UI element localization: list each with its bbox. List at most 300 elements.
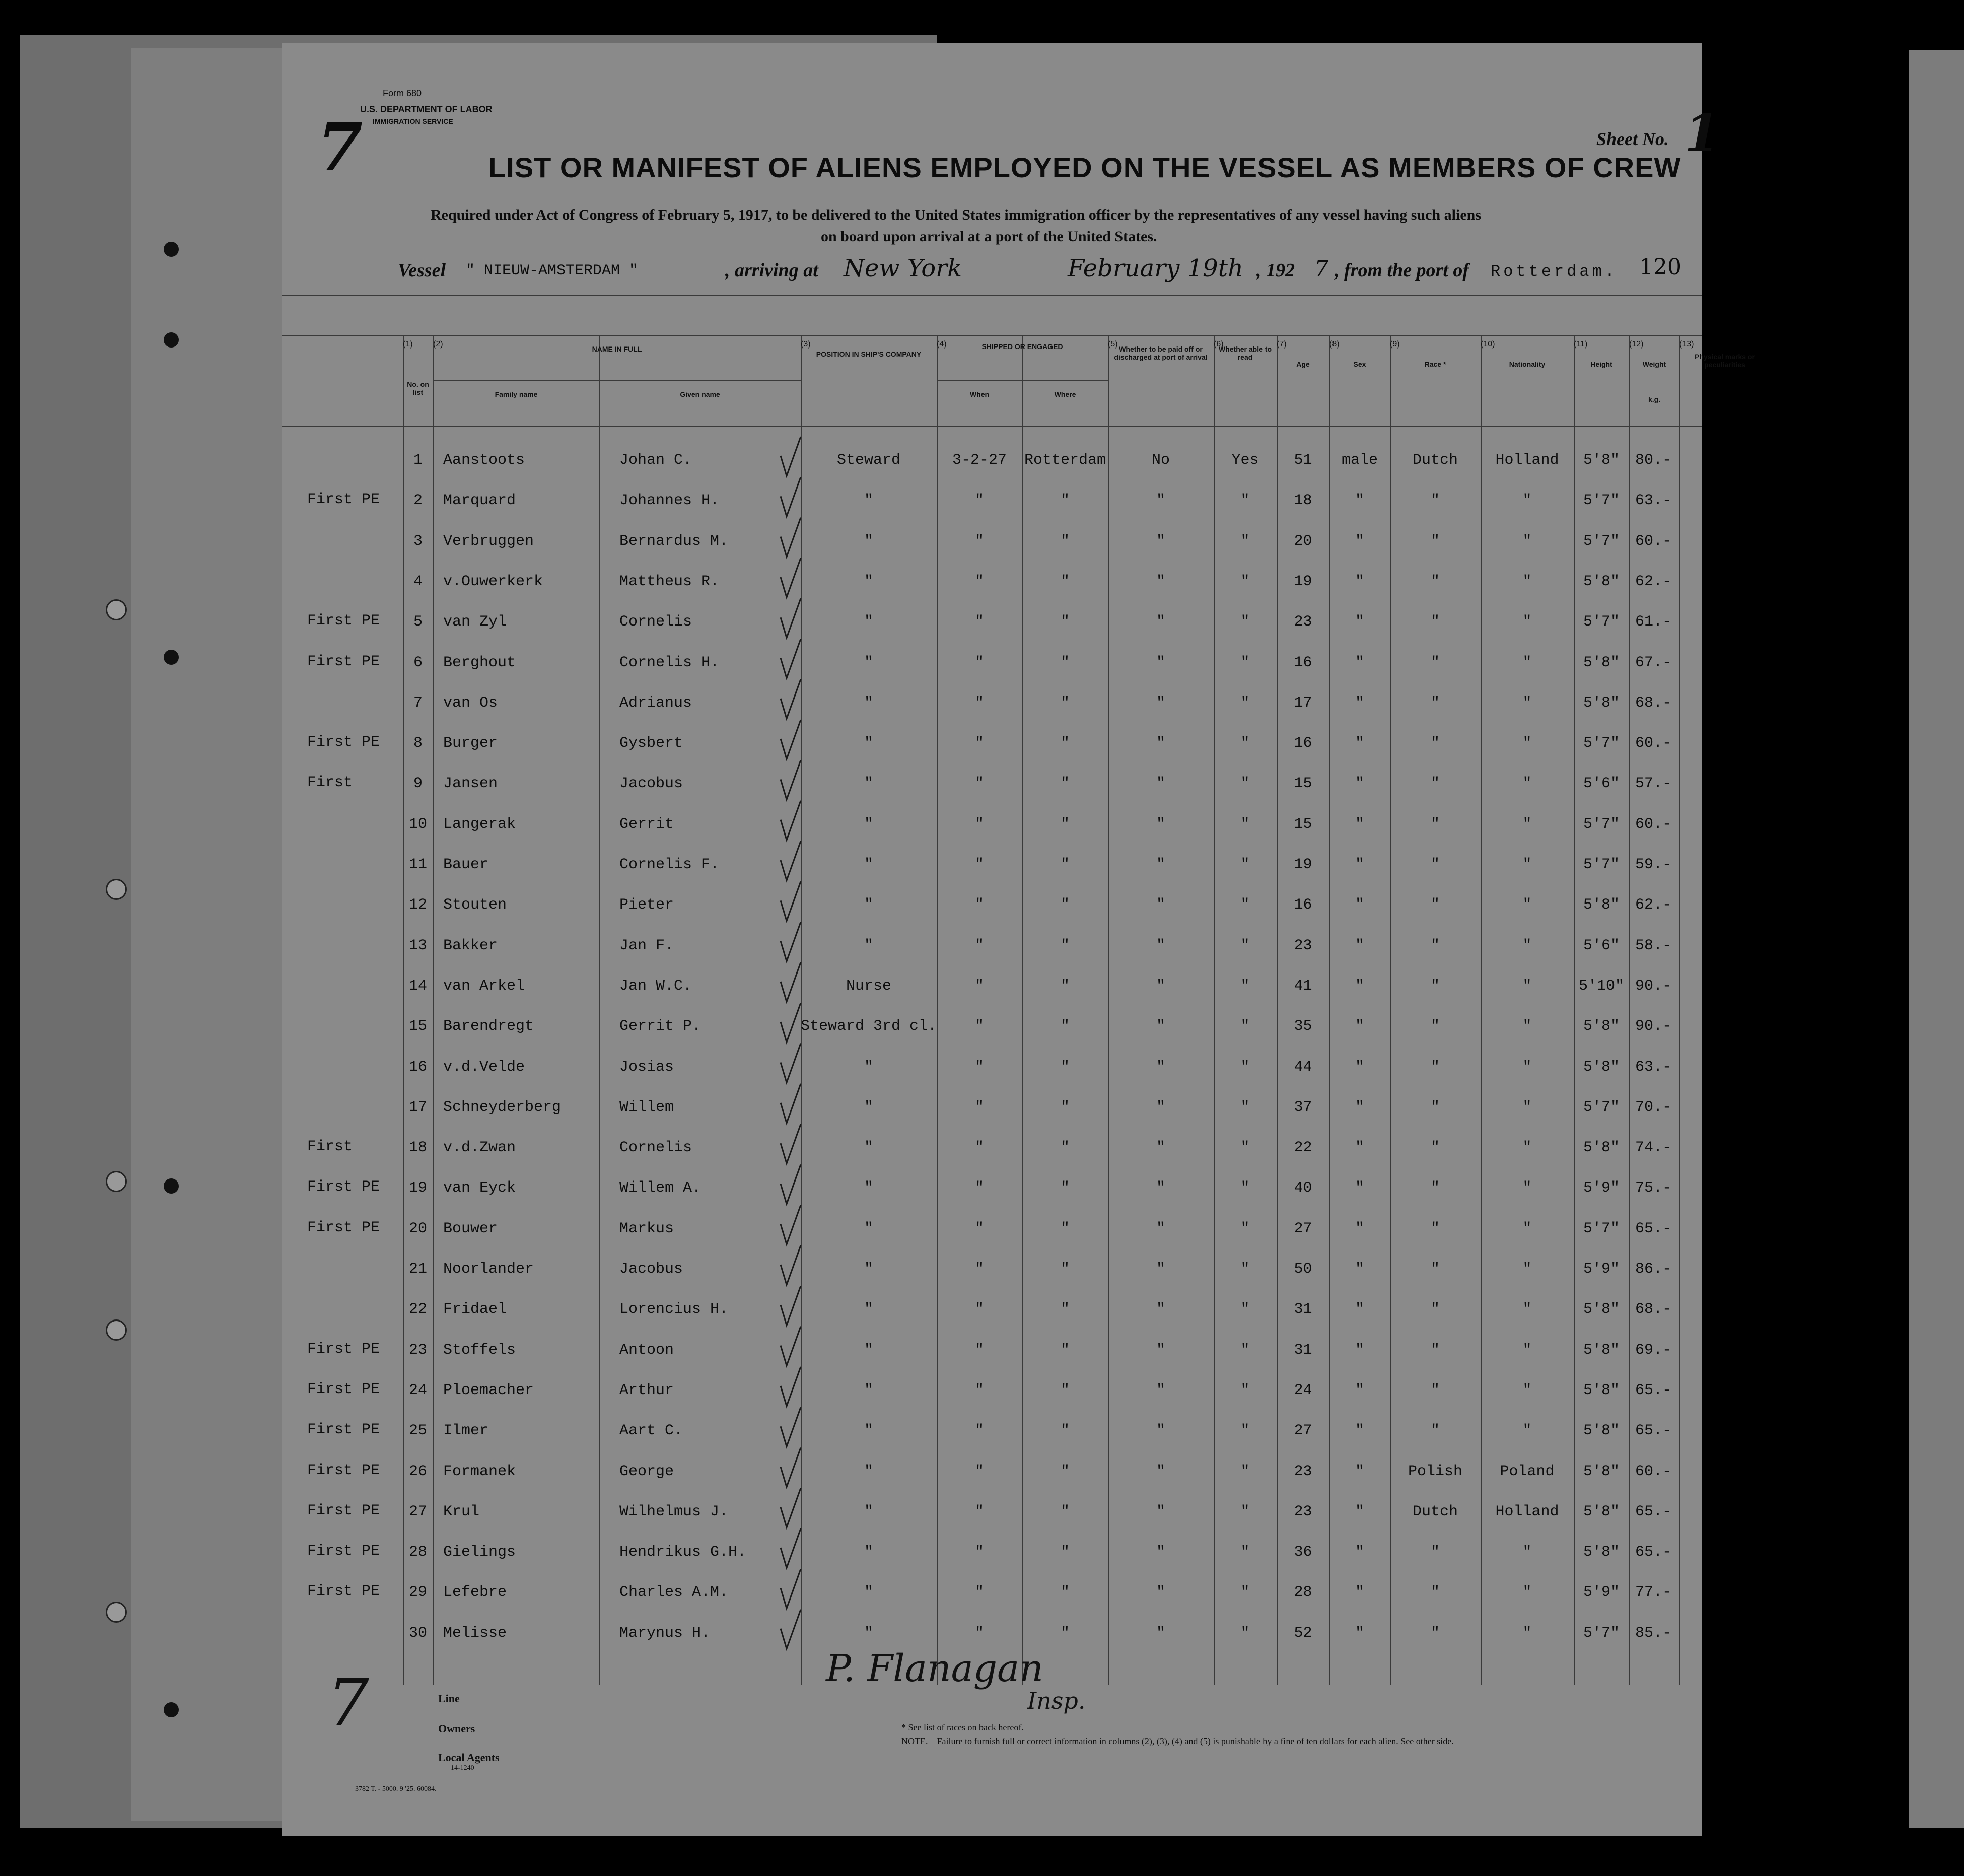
sheet-number: 1	[1685, 103, 1720, 163]
column-number: (11)	[1574, 340, 1588, 349]
cell-height: 5'6"	[1583, 937, 1620, 954]
header-age: Age	[1296, 360, 1310, 368]
cell-given: Cornelis F.	[619, 856, 720, 873]
cell-weight: 69.-	[1635, 1341, 1672, 1359]
inspector-signature: P. Flanagan	[826, 1647, 1043, 1690]
cell-paid: "	[1156, 694, 1165, 712]
cell-paid: "	[1156, 937, 1165, 954]
cell-position: "	[864, 694, 873, 712]
cell-no: 26	[408, 1463, 427, 1480]
cell-given: Mattheus R.	[619, 573, 720, 590]
cell-no: 20	[408, 1220, 427, 1237]
cell-no: 25	[408, 1422, 427, 1440]
cell-paid: "	[1156, 1503, 1165, 1520]
cell-department-annotation: First PE	[307, 1421, 380, 1439]
cell-position: "	[864, 1220, 873, 1237]
cell-where: "	[1060, 573, 1070, 590]
cell-sex: male	[1341, 452, 1378, 469]
cell-given: Lorencius H.	[619, 1301, 729, 1318]
cell-given: Marynus H.	[619, 1624, 711, 1642]
cell-sex: "	[1355, 856, 1364, 873]
cell-age: 19	[1294, 573, 1312, 590]
cell-given: Wilhelmus J.	[619, 1503, 729, 1520]
cell-sex: "	[1355, 1220, 1364, 1237]
cell-given: Aart C.	[619, 1422, 683, 1440]
cell-read: "	[1240, 815, 1250, 833]
cell-weight: 65.-	[1635, 1220, 1672, 1237]
cell-where: Rotterdam	[1024, 452, 1106, 469]
cell-sex: "	[1355, 532, 1364, 550]
cell-weight: 67.-	[1635, 654, 1672, 671]
cell-when: "	[974, 613, 984, 631]
cell-race: "	[1430, 937, 1440, 954]
cell-where: "	[1060, 1381, 1070, 1399]
cell-position: Nurse	[846, 977, 891, 995]
cell-nationality: "	[1522, 532, 1532, 550]
cell-height: 5'7"	[1583, 815, 1620, 833]
cell-read: "	[1240, 573, 1250, 590]
footer-print-code: 3782 T. - 5000. 9 '25. 60084.	[355, 1785, 437, 1793]
arrival-date: February 19th	[1068, 254, 1243, 283]
cell-no: 28	[408, 1544, 427, 1561]
cell-height: 5'7"	[1583, 613, 1620, 631]
cell-given: Josias	[619, 1058, 674, 1076]
cell-no: 19	[408, 1179, 427, 1197]
cell-given: Jacobus	[619, 775, 683, 793]
cell-race: "	[1430, 1018, 1440, 1035]
cell-where: "	[1060, 1341, 1070, 1359]
vessel-name: " NIEUW-AMSTERDAM "	[466, 262, 639, 280]
checkmark-icon	[781, 801, 801, 840]
binder-hole-icon	[164, 242, 179, 257]
cell-sex: "	[1355, 1098, 1364, 1116]
cell-nationality: "	[1522, 1341, 1532, 1359]
cell-race: "	[1430, 775, 1440, 793]
cell-weight: 86.-	[1635, 1261, 1672, 1278]
cell-position: "	[864, 1301, 873, 1318]
footer-agents-code: 14-1240	[451, 1764, 474, 1772]
checkmark-icon	[781, 1044, 801, 1083]
cell-paid: "	[1156, 1381, 1165, 1399]
checkmark-icon	[781, 518, 801, 557]
cell-read: "	[1240, 1098, 1250, 1116]
cell-race: "	[1430, 1422, 1440, 1440]
cell-position: "	[864, 815, 873, 833]
cell-paid: "	[1156, 1139, 1165, 1157]
cell-department-annotation: First PE	[307, 1340, 380, 1358]
cell-read: "	[1240, 1341, 1250, 1359]
cell-nationality: "	[1522, 977, 1532, 995]
cell-weight: 63.-	[1635, 1058, 1672, 1076]
cell-age: 50	[1294, 1261, 1312, 1278]
cell-position: "	[864, 1624, 873, 1642]
cell-read: "	[1240, 1058, 1250, 1076]
cell-no: 6	[413, 654, 423, 671]
cell-where: "	[1060, 1098, 1070, 1116]
cell-family: Fridael	[443, 1301, 507, 1318]
cell-paid: "	[1156, 896, 1165, 914]
cell-no: 21	[408, 1261, 427, 1278]
cell-family: Stouten	[443, 896, 507, 914]
cell-sex: "	[1355, 573, 1364, 590]
cell-race: "	[1430, 735, 1440, 752]
cell-department-annotation: First	[307, 1138, 353, 1156]
year-suffix: 7	[1314, 256, 1328, 282]
cell-position: "	[864, 1463, 873, 1480]
cell-read: Yes	[1231, 452, 1259, 469]
cell-race: "	[1430, 1058, 1440, 1076]
cell-family: Langerak	[443, 815, 516, 833]
cell-age: 15	[1294, 775, 1312, 793]
from-port-label: , from the port of	[1335, 260, 1469, 281]
cell-height: 5'8"	[1583, 452, 1620, 469]
cell-given: Johan C.	[619, 452, 692, 469]
cell-weight: 90.-	[1635, 977, 1672, 995]
cell-paid: "	[1156, 1179, 1165, 1197]
races-note: * See list of races on back hereof.	[901, 1722, 1024, 1732]
cell-height: 5'8"	[1583, 1301, 1620, 1318]
cell-age: 23	[1294, 613, 1312, 631]
bottom-handwritten-number: 7	[327, 1664, 369, 1741]
cell-no: 16	[408, 1058, 427, 1076]
year-prefix: , 192	[1256, 260, 1295, 281]
cell-no: 23	[408, 1341, 427, 1359]
checkmark-icon	[781, 1003, 801, 1042]
cell-weight: 57.-	[1635, 775, 1672, 793]
cell-read: "	[1240, 654, 1250, 671]
cell-given: Hendrikus G.H.	[619, 1544, 747, 1561]
cell-read: "	[1240, 694, 1250, 712]
cell-where: "	[1060, 613, 1070, 631]
cell-nationality: "	[1522, 856, 1532, 873]
cell-weight: 62.-	[1635, 896, 1672, 914]
cell-race: "	[1430, 1584, 1440, 1602]
cell-department-annotation: First PE	[307, 653, 380, 670]
cell-where: "	[1060, 1624, 1070, 1642]
cell-sex: "	[1355, 775, 1364, 793]
header-where: Where	[1054, 390, 1076, 398]
checkmark-icon	[781, 1245, 801, 1285]
cell-weight: 65.-	[1635, 1381, 1672, 1399]
cell-where: "	[1060, 896, 1070, 914]
cell-where: "	[1060, 815, 1070, 833]
cell-age: 35	[1294, 1018, 1312, 1035]
cell-department-annotation: First	[307, 774, 353, 792]
sheet-no-label: Sheet No.	[1596, 129, 1669, 149]
cell-nationality: "	[1522, 1261, 1532, 1278]
cell-sex: "	[1355, 1261, 1364, 1278]
cell-age: 16	[1294, 896, 1312, 914]
cell-weight: 90.-	[1635, 1018, 1672, 1035]
cell-department-annotation: First PE	[307, 491, 380, 509]
cell-family: Barendregt	[443, 1018, 534, 1035]
cell-family: v.Ouwerkerk	[443, 573, 543, 590]
column-number: (1)	[403, 340, 413, 349]
from-port: Rotterdam.	[1491, 262, 1618, 281]
stamp-number: 120	[1639, 254, 1681, 280]
cell-family: Ploemacher	[443, 1381, 534, 1399]
cell-given: Willem A.	[619, 1179, 702, 1197]
header-race: Race *	[1424, 360, 1446, 368]
cell-where: "	[1060, 937, 1070, 954]
cell-paid: "	[1156, 1098, 1165, 1116]
cell-sex: "	[1355, 1624, 1364, 1642]
cell-nationality: "	[1522, 654, 1532, 671]
column-number: (9)	[1390, 340, 1400, 349]
cell-height: 5'7"	[1583, 492, 1620, 510]
binder-hole-icon	[164, 332, 179, 348]
cell-weight: 68.-	[1635, 1301, 1672, 1318]
checkmark-icon	[781, 437, 801, 476]
cell-height: 5'8"	[1583, 654, 1620, 671]
checkmark-icon	[781, 720, 801, 759]
cell-given: Cornelis	[619, 613, 692, 631]
cell-family: van Os	[443, 694, 498, 712]
cell-weight: 68.-	[1635, 694, 1672, 712]
cell-given: Adrianus	[619, 694, 692, 712]
cell-when: "	[974, 573, 984, 590]
cell-given: Charles A.M.	[619, 1584, 729, 1602]
footer-owners-label: Owners	[438, 1722, 475, 1735]
cell-no: 18	[408, 1139, 427, 1157]
cell-weight: 61.-	[1635, 613, 1672, 631]
cell-height: 5'8"	[1583, 1422, 1620, 1440]
cell-paid: "	[1156, 1624, 1165, 1642]
cell-where: "	[1060, 856, 1070, 873]
arriving-label: , arriving at	[725, 260, 818, 281]
cell-where: "	[1060, 1261, 1070, 1278]
cell-given: Jacobus	[619, 1261, 683, 1278]
header-height: Height	[1590, 360, 1612, 368]
cell-when: "	[974, 1098, 984, 1116]
cell-paid: "	[1156, 856, 1165, 873]
cell-race: "	[1430, 1261, 1440, 1278]
manifest-page	[282, 43, 1755, 1836]
cell-when: "	[974, 937, 984, 954]
cell-sex: "	[1355, 977, 1364, 995]
cell-given: Arthur	[619, 1381, 674, 1399]
cell-where: "	[1060, 735, 1070, 752]
binder-hole-icon	[106, 599, 127, 620]
cell-read: "	[1240, 492, 1250, 510]
cell-position: "	[864, 532, 873, 550]
footer-local-agents-label: Local Agents	[438, 1751, 500, 1764]
cell-given: Bernardus M.	[619, 532, 729, 550]
checkmark-icon	[781, 598, 801, 638]
cell-weight: 60.-	[1635, 1463, 1672, 1480]
cell-weight: 60.-	[1635, 735, 1672, 752]
cell-sex: "	[1355, 1422, 1364, 1440]
cell-age: 51	[1294, 452, 1312, 469]
cell-when: "	[974, 1624, 984, 1642]
cell-when: "	[974, 532, 984, 550]
checkmark-icon	[781, 1286, 801, 1325]
cell-when: "	[974, 1422, 984, 1440]
cell-weight: 80.-	[1635, 452, 1672, 469]
binder-hole-icon	[164, 1178, 179, 1194]
arriving-port: New York	[844, 254, 962, 283]
cell-weight: 75.-	[1635, 1179, 1672, 1197]
cell-read: "	[1240, 735, 1250, 752]
cell-family: Burger	[443, 735, 498, 752]
cell-position: "	[864, 613, 873, 631]
cell-height: 5'9"	[1583, 1179, 1620, 1197]
header-no-on-list: No. on list	[407, 380, 429, 396]
cell-age: 19	[1294, 856, 1312, 873]
cell-where: "	[1060, 1463, 1070, 1480]
cell-where: "	[1060, 1179, 1070, 1197]
form-title: LIST OR MANIFEST OF ALIENS EMPLOYED ON THE VESSEL AS MEMBERS OF CREW	[488, 152, 1681, 183]
cell-no: 13	[408, 937, 427, 954]
cell-paid: "	[1156, 1261, 1165, 1278]
cell-age: 20	[1294, 532, 1312, 550]
cell-sex: "	[1355, 1139, 1364, 1157]
checkmark-icon	[781, 1407, 801, 1446]
header-weight: Weight	[1642, 360, 1666, 368]
cell-age: 31	[1294, 1341, 1312, 1359]
binder-hole-icon	[164, 1702, 179, 1717]
cell-sex: "	[1355, 694, 1364, 712]
cell-position: "	[864, 735, 873, 752]
checkmark-icon	[781, 1084, 801, 1123]
cell-paid: "	[1156, 532, 1165, 550]
cell-sex: "	[1355, 492, 1364, 510]
cell-age: 28	[1294, 1584, 1312, 1602]
penalty-note: NOTE.—Failure to furnish full or correct information in columns (2), (3), (4) and (5) is punishable by a fine of ten dollars for each alien. See other side.	[901, 1736, 1454, 1746]
cell-race: Polish	[1408, 1463, 1463, 1480]
cell-age: 17	[1294, 694, 1312, 712]
cell-family: Schneyderberg	[443, 1098, 562, 1116]
cell-no: 2	[413, 492, 423, 510]
cell-read: "	[1240, 1301, 1250, 1318]
cell-height: 5'7"	[1583, 1624, 1620, 1642]
checkmark-icon	[781, 922, 801, 961]
cell-nationality: "	[1522, 1422, 1532, 1440]
department-label: U.S. DEPARTMENT OF LABOR	[360, 104, 493, 114]
checkmark-icon	[781, 962, 801, 1002]
cell-race: "	[1430, 1381, 1440, 1399]
cell-race: "	[1430, 1341, 1440, 1359]
cell-no: 29	[408, 1584, 427, 1602]
cell-when: "	[974, 977, 984, 995]
cell-paid: "	[1156, 775, 1165, 793]
column-number: (2)	[433, 340, 443, 349]
cell-nationality: Poland	[1500, 1463, 1555, 1480]
cell-when: "	[974, 815, 984, 833]
cell-where: "	[1060, 775, 1070, 793]
cell-weight: 60.-	[1635, 815, 1672, 833]
cell-when: "	[974, 735, 984, 752]
cell-family: v.d.Zwan	[443, 1139, 516, 1157]
cell-department-annotation: First PE	[307, 1178, 380, 1196]
cell-family: Bakker	[443, 937, 498, 954]
cell-family: Melisse	[443, 1624, 507, 1642]
cell-height: 5'8"	[1583, 1544, 1620, 1561]
cell-nationality: Holland	[1495, 452, 1559, 469]
cell-age: 36	[1294, 1544, 1312, 1561]
cell-no: 5	[413, 613, 423, 631]
cell-weight: 74.-	[1635, 1139, 1672, 1157]
cell-race: "	[1430, 492, 1440, 510]
cell-age: 44	[1294, 1058, 1312, 1076]
checkmark-icon	[781, 1367, 801, 1406]
cell-height: 5'6"	[1583, 775, 1620, 793]
cell-family: van Arkel	[443, 977, 525, 995]
cell-nationality: "	[1522, 1624, 1532, 1642]
cell-paid: "	[1156, 1018, 1165, 1035]
cell-family: Ilmer	[443, 1422, 489, 1440]
binder-hole-icon	[106, 879, 127, 900]
cell-given: Gerrit	[619, 815, 674, 833]
cell-race: "	[1430, 1544, 1440, 1561]
cell-no: 10	[408, 815, 427, 833]
cell-race: "	[1430, 1624, 1440, 1642]
cell-race: "	[1430, 977, 1440, 995]
cell-weight: 65.-	[1635, 1503, 1672, 1520]
checkmark-icon	[781, 1488, 801, 1527]
cell-no: 22	[408, 1301, 427, 1318]
header-sex: Sex	[1353, 360, 1366, 368]
cell-when: 3-2-27	[952, 452, 1007, 469]
cell-family: Jansen	[443, 775, 498, 793]
cell-weight: 59.-	[1635, 856, 1672, 873]
cell-read: "	[1240, 977, 1250, 995]
cell-age: 27	[1294, 1422, 1312, 1440]
cell-where: "	[1060, 1503, 1070, 1520]
cell-read: "	[1240, 896, 1250, 914]
cell-family: Berghout	[443, 654, 516, 671]
cell-race: "	[1430, 1139, 1440, 1157]
cell-read: "	[1240, 1463, 1250, 1480]
cell-position: "	[864, 1381, 873, 1399]
cell-position: "	[864, 856, 873, 873]
form-subtitle-2: on board upon arrival at a port of the United States.	[821, 228, 1157, 245]
cell-paid: "	[1156, 492, 1165, 510]
checkmark-icon	[781, 881, 801, 921]
cell-department-annotation: First PE	[307, 1502, 380, 1519]
cell-when: "	[974, 1058, 984, 1076]
cell-when: "	[974, 1341, 984, 1359]
cell-age: 15	[1294, 815, 1312, 833]
cell-when: "	[974, 775, 984, 793]
cell-nationality: "	[1522, 1301, 1532, 1318]
cell-weight: 58.-	[1635, 937, 1672, 954]
cell-read: "	[1240, 1544, 1250, 1561]
cell-given: Jan W.C.	[619, 977, 692, 995]
cell-position: "	[864, 1179, 873, 1197]
column-number: (8)	[1329, 340, 1340, 349]
cell-where: "	[1060, 694, 1070, 712]
cell-race: "	[1430, 896, 1440, 914]
checkmark-icon	[781, 1164, 801, 1204]
cell-weight: 65.-	[1635, 1544, 1672, 1561]
cell-sex: "	[1355, 896, 1364, 914]
cell-race: "	[1430, 654, 1440, 671]
cell-race: "	[1430, 856, 1440, 873]
cell-read: "	[1240, 1018, 1250, 1035]
cell-age: 23	[1294, 1503, 1312, 1520]
column-number: (10)	[1481, 340, 1495, 349]
cell-weight: 60.-	[1635, 532, 1672, 550]
cell-age: 23	[1294, 937, 1312, 954]
cell-age: 16	[1294, 735, 1312, 752]
cell-department-annotation: First PE	[307, 1219, 380, 1236]
cell-read: "	[1240, 1624, 1250, 1642]
cell-height: 5'10"	[1578, 977, 1624, 995]
cell-family: Formanek	[443, 1463, 516, 1480]
cell-weight: 62.-	[1635, 573, 1672, 590]
cell-race: "	[1430, 1098, 1440, 1116]
